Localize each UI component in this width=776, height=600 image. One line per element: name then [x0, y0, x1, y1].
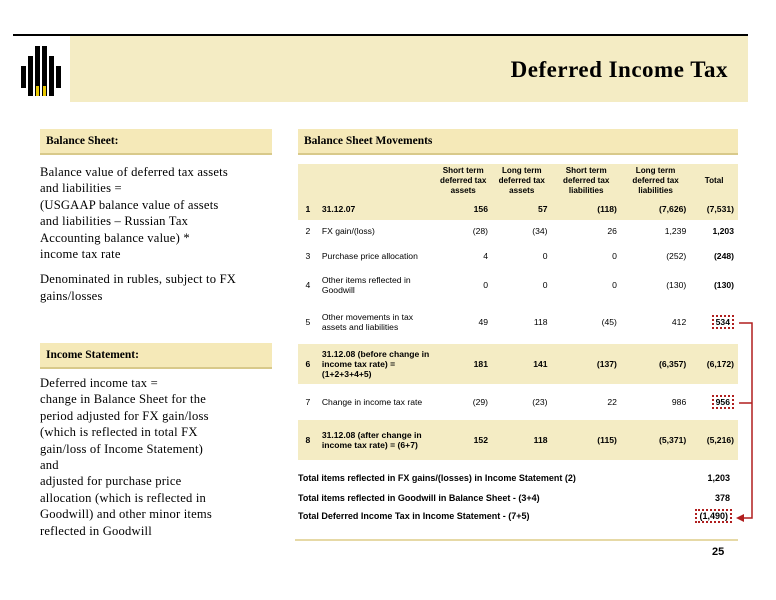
summary-label: Total items reflected in FX gains/(losses) in Income Statement (2) [298, 473, 576, 483]
text-line: period adjusted for FX gain/loss [40, 408, 209, 423]
cell: (23) [532, 397, 548, 407]
cell: (130) [666, 280, 687, 290]
cell: (29) [472, 397, 488, 407]
cell: (28) [472, 226, 488, 236]
text-line: adjusted for purchase price [40, 474, 182, 489]
col-header: Total [690, 164, 738, 198]
highlight-box: 534 [712, 315, 734, 329]
cell-total: (248) [713, 251, 734, 261]
text-line: gain/loss of Income Statement) [40, 441, 204, 456]
cell: 118 [492, 420, 552, 460]
text-line: income tax rate [40, 247, 121, 262]
cell: (115) [552, 420, 621, 460]
cell: 1,239 [664, 226, 687, 236]
row-index: 2 [305, 226, 311, 236]
cell: 0 [483, 280, 488, 290]
cell-total: (5,216) [690, 420, 738, 460]
highlight-box: 956 [712, 395, 734, 409]
row-index: 5 [305, 317, 311, 327]
cell: (118) [552, 198, 621, 220]
cell: 0 [542, 251, 548, 261]
text-line: Deferred income tax = [40, 376, 158, 390]
cell: 118 [533, 317, 548, 327]
row-label: Change in income tax rate [321, 397, 423, 407]
col-header: Short term deferred tax assets [434, 164, 492, 198]
text-line: Denominated in rubles, subject to FX [40, 272, 237, 287]
row-label: Purchase price allocation [321, 251, 418, 261]
cell: 4 [483, 251, 488, 261]
row-label: Other movements in tax assets and liabilities [321, 312, 414, 332]
text-line: and liabilities – Russian Tax [40, 214, 189, 229]
text-line: and liabilities = [40, 181, 122, 196]
col-header: Long term deferred tax liabilities [621, 164, 690, 198]
summary-value: 378 [714, 493, 730, 503]
highlight-box: (1,490) [695, 509, 732, 523]
cell: 0 [542, 280, 548, 290]
text-line: allocation (which is reflected in [40, 490, 207, 505]
row-index: 8 [298, 420, 318, 460]
cell: 49 [478, 317, 488, 327]
movements-heading: Balance Sheet Movements [298, 129, 738, 155]
row-index: 7 [305, 397, 311, 407]
row-label: 31.12.08 (before change in income tax rate) = (1+2+3+4+5) [318, 344, 435, 384]
row-index: 6 [298, 344, 318, 384]
summary-value: 1,203 [707, 473, 730, 483]
cell: 26 [607, 226, 617, 236]
row-index: 3 [305, 251, 311, 261]
cell-total: (130) [713, 280, 734, 290]
arrow-head [736, 514, 744, 522]
text-line: Goodwill) and other minor items [40, 507, 212, 522]
col-header: Short term deferred tax liabilities [552, 164, 621, 198]
page-number: 25 [712, 546, 725, 558]
text-line: (USGAAP balance value of assets [40, 197, 219, 212]
row-label: FX gain/(loss) [321, 226, 375, 236]
cell: (137) [552, 344, 621, 384]
text-line: gains/losses [40, 288, 103, 303]
text-line: change in Balance Sheet for the [40, 392, 207, 407]
row-index: 4 [305, 280, 311, 290]
cell: (7,626) [621, 198, 690, 220]
cell: 986 [671, 397, 687, 407]
text-line: and [40, 458, 59, 473]
income-statement-heading: Income Statement: [40, 343, 272, 369]
summary-label: Total Deferred Income Tax in Income Statement - (7+5) [298, 511, 530, 521]
cell: 412 [671, 317, 687, 327]
cell: 22 [607, 397, 617, 407]
row-index: 1 [298, 198, 318, 220]
row-label: 31.12.08 (after change in income tax rate) = (6+7) [318, 420, 435, 460]
cell-total: 1,203 [712, 226, 734, 236]
cell: 0 [612, 280, 617, 290]
text-line: Accounting balance value) * [40, 230, 190, 245]
page-title: Deferred Income Tax [510, 57, 728, 82]
cell: 141 [492, 344, 552, 384]
row-label: Other items reflected in Goodwill [321, 275, 411, 295]
cell: (45) [601, 317, 617, 327]
cell: 57 [492, 198, 552, 220]
cell-total: (6,172) [690, 344, 738, 384]
bottom-rule [295, 539, 738, 541]
col-header: Long term deferred tax assets [492, 164, 552, 198]
text-line: reflected in Goodwill [40, 523, 152, 538]
cell: 156 [434, 198, 492, 220]
text-line: Balance value of deferred tax assets [40, 165, 228, 179]
cell: 181 [434, 344, 492, 384]
cell-total: (7,531) [690, 198, 738, 220]
cell: (6,357) [621, 344, 690, 384]
cell: (252) [666, 251, 687, 261]
summary-label: Total items reflected in Goodwill in Balance Sheet - (3+4) [298, 493, 540, 503]
cell: (34) [532, 226, 548, 236]
cell: (5,371) [621, 420, 690, 460]
connector-line [739, 323, 752, 518]
row-label: 31.12.07 [318, 198, 435, 220]
balance-sheet-heading: Balance Sheet: [40, 129, 272, 155]
cell: 152 [434, 420, 492, 460]
text-line: (which is reflected in total FX [40, 425, 198, 440]
cell: 0 [612, 251, 617, 261]
